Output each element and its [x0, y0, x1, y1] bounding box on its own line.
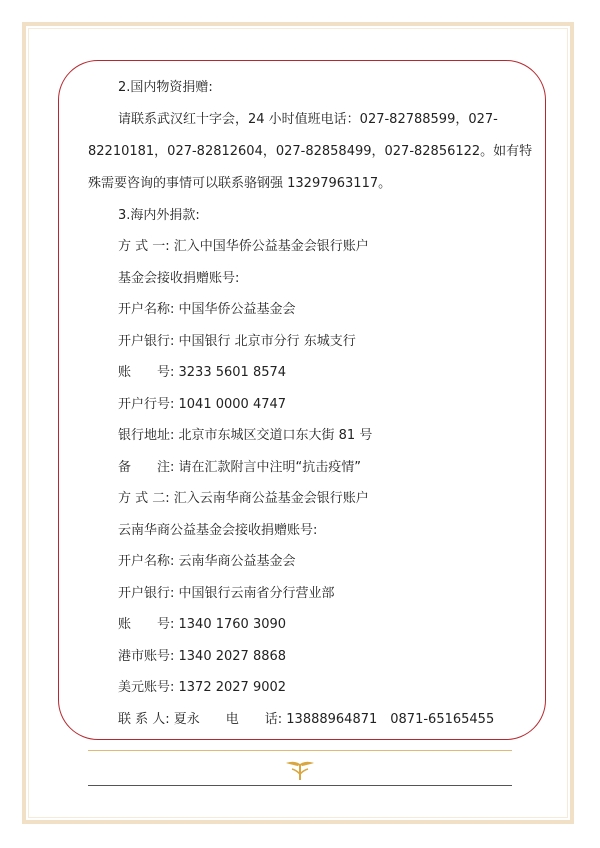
text-line: 备 注: 请在汇款附言中注明“抗击疫情” [118, 460, 361, 475]
text-line: 开户银行: 中国银行 北京市分行 东城支行 [118, 334, 356, 349]
text-line: 银行地址: 北京市东城区交道口东大街 81 号 [118, 428, 373, 443]
gold-divider [88, 750, 512, 751]
text-line: 3.海内外捐款: [118, 208, 200, 223]
text-line: 账 号: 1340 1760 3090 [118, 617, 287, 632]
text-line: 2.国内物资捐赠: [118, 80, 213, 95]
text-line: 82210181，027-82812604，027-82858499，027-82856122。如有特 [88, 144, 533, 159]
text-line: 账 号: 3233 5601 8574 [118, 365, 287, 380]
text-line: 开户行号: 1041 0000 4747 [118, 397, 287, 412]
text-line: 云南华商公益基金会接收捐赠账号: [118, 523, 318, 538]
text-line: 方 式 二: 汇入云南华商公益基金会银行账户 [118, 491, 369, 506]
text-line: 基金会接收捐赠账号: [118, 271, 240, 286]
text-line: 联 系 人: 夏永 电 话: 13888964871 0871-65165455 [118, 712, 495, 727]
text-line: 港市账号: 1340 2027 8868 [118, 649, 287, 664]
gold-leaf-emblem-icon [284, 758, 316, 782]
text-line: 开户名称: 云南华商公益基金会 [118, 554, 296, 569]
text-line: 方 式 一: 汇入中国华侨公益基金会银行账户 [118, 239, 369, 254]
bottom-divider [88, 785, 512, 786]
text-line: 请联系武汉红十字会，24 小时值班电话：027-82788599，027- [118, 112, 498, 127]
text-line: 开户名称: 中国华侨公益基金会 [118, 302, 296, 317]
text-line: 美元账号: 1372 2027 9002 [118, 680, 287, 695]
text-line: 开户银行: 中国银行云南省分行营业部 [118, 586, 335, 601]
text-line: 殊需要咨询的事情可以联系骆钢强 13297963117。 [88, 176, 392, 191]
